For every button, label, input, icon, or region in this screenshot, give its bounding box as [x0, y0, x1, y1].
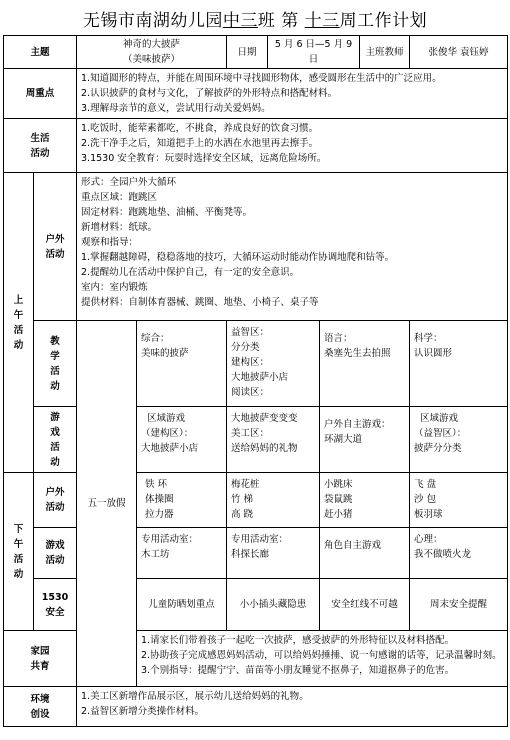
safety-label-line: 安全 — [45, 606, 65, 618]
afternoon-outdoor-label-line: 户外 — [45, 487, 65, 498]
outdoor-line: 固定材料：跑跳地垫、油桶、平衡凳等。 — [81, 207, 253, 218]
cell-line: 沙 包 — [414, 494, 437, 505]
outdoor-line: 2.提醒幼儿在活动中保护自己，有一定的安全意识。 — [81, 267, 300, 278]
theme-label: 主题 — [4, 36, 77, 69]
cell-line: 我不做喷火龙 — [414, 549, 472, 560]
cell-line: 益智区： — [231, 327, 270, 338]
family-label-line: 家园 — [30, 645, 50, 657]
outdoor-line: 室内：室内锻炼 — [81, 282, 148, 293]
afternoon-outdoor-label — [34, 473, 77, 528]
morning-outdoor-label-line: 活动 — [45, 248, 65, 260]
cell-line: 大地披萨小店 — [141, 443, 199, 454]
cell-line: 美味的披萨 — [141, 348, 189, 359]
game-label-char: 活 — [50, 441, 60, 453]
week-focus-row — [4, 69, 508, 119]
page-title — [0, 6, 510, 31]
theme-line-1: 神奇的大披萨 — [123, 39, 181, 50]
morning-label-char: 午 — [13, 309, 24, 321]
life-label-line: 生活 — [30, 132, 50, 144]
morning-label-char: 上 — [13, 294, 24, 306]
week-focus-line: 2.认识披萨的食材与文化，了解披萨的外形特点和搭配材料。 — [81, 88, 338, 99]
cell-line: 梅花桩 — [231, 479, 260, 490]
pm-outdoor-cell — [227, 473, 320, 528]
teaching-label-char: 教 — [50, 335, 60, 347]
cell-line: 袋鼠跳 — [324, 494, 353, 505]
cell-line: 区域游戏 — [420, 413, 459, 424]
safety-label — [34, 579, 77, 631]
cell-line: 心理： — [414, 534, 443, 545]
cell-line: 赶小猪 — [324, 509, 353, 520]
cell-line: 美工区： — [231, 428, 270, 439]
afternoon-label-char: 活 — [13, 553, 24, 565]
family-content — [137, 631, 508, 687]
afternoon-label — [4, 473, 34, 631]
safety-cell: 小小插头藏隐患 — [227, 579, 320, 631]
teacher-value: 张俊华 袁钰婷 — [410, 36, 508, 69]
life-line: 3.1530 安全教育：玩耍时选择安全区域，远离危险场所。 — [81, 153, 327, 164]
life-content — [77, 119, 508, 173]
cell-line: 户外自主游戏： — [324, 419, 391, 430]
game-label-char: 戏 — [50, 426, 60, 438]
afternoon-label-char: 动 — [13, 568, 24, 580]
header-row — [4, 36, 508, 69]
safety-cell: 安全红线不可越 — [320, 579, 410, 631]
cell-line: 送给妈妈的礼物 — [231, 443, 298, 454]
cell-line: 体操圈 — [145, 494, 174, 505]
pm-outdoor-cell — [410, 473, 508, 528]
afternoon-game-label-line: 游戏 — [45, 540, 65, 551]
title-suffix: 周工作计划 — [339, 11, 428, 31]
safety-cell: 儿童防晒划重点 — [137, 579, 227, 631]
theme-value — [77, 36, 227, 69]
morning-teaching-label — [34, 321, 77, 407]
pm-outdoor-cell — [320, 473, 410, 528]
pm-game-cell — [227, 528, 320, 579]
cell-line: 语言： — [324, 333, 353, 344]
morning-outdoor-label — [34, 173, 77, 321]
cell-line: 建构区： — [231, 357, 270, 368]
teaching-cell-science — [410, 321, 508, 407]
morning-label-char: 动 — [13, 339, 24, 351]
cell-line: 木工坊 — [141, 549, 170, 560]
cell-line: 披萨分分类 — [414, 443, 462, 454]
family-line: 1.请家长们带着孩子一起吃一次披萨，感受披萨的外形特征以及材料搭配。 — [141, 635, 455, 646]
date-value: 5 月 6 日—5 月 9 日 — [268, 36, 360, 69]
week-focus-label: 周重点 — [4, 69, 77, 119]
cell-line: 区域游戏 — [147, 413, 186, 424]
game-label-char: 动 — [50, 456, 60, 468]
morning-label-char: 活 — [13, 324, 24, 336]
teaching-label-char: 学 — [50, 350, 60, 362]
afternoon-label-char: 下 — [13, 523, 24, 535]
outdoor-line: 重点区域：跑跳区 — [81, 192, 158, 203]
life-label — [4, 119, 77, 173]
pm-game-cell — [410, 528, 508, 579]
morning-teaching-row — [4, 321, 508, 407]
teaching-label-char: 活 — [50, 365, 60, 377]
cell-line: 竹 梯 — [231, 494, 254, 505]
week-focus-line: 1.知道圆形的特点，并能在周围环境中寻找圆形物体，感受圆形在生活中的广泛应用。 — [81, 73, 442, 84]
life-label-line: 活动 — [30, 147, 50, 159]
afternoon-game-label-line: 活动 — [45, 555, 65, 566]
cell-line: 小跳床 — [324, 479, 353, 490]
morning-game-label — [34, 407, 77, 473]
title-week: 十三 — [304, 11, 340, 31]
cell-line: 科探长廊 — [231, 549, 270, 560]
cell-line: 大地披萨小店 — [231, 372, 289, 383]
cell-line: 专用活动室： — [231, 534, 289, 545]
cell-line: 角色自主游戏 — [324, 540, 382, 551]
morning-label — [4, 173, 34, 473]
outdoor-line: 新增材料：纸球。 — [81, 222, 158, 233]
life-row — [4, 119, 508, 173]
environment-label-line: 创设 — [30, 708, 50, 720]
family-line: 3.个别指导：提醒宁宁、苗苗等小朋友睡觉不抠鼻子，知道抠鼻子的危害。 — [141, 665, 455, 676]
life-line: 1.吃饭时，能荤素都吃，不挑食，养成良好的饮食习惯。 — [81, 123, 319, 134]
cell-line: 环湖大道 — [324, 434, 363, 445]
title-prefix: 无锡市南湖幼儿园 — [82, 11, 223, 31]
environment-line: 2.益智区新增分类操作材料。 — [81, 706, 205, 717]
game-cell-art — [227, 407, 320, 473]
cell-line: 分分类 — [231, 342, 260, 353]
cell-line: 认识圆形 — [414, 348, 453, 359]
environment-line: 1.美工区新增作品展示区，展示幼儿送给妈妈的礼物。 — [81, 691, 309, 702]
safety-label-line: 1530 — [41, 591, 69, 603]
safety-cell: 周末安全提醒 — [410, 579, 508, 631]
cell-line: 阅读区： — [231, 387, 270, 398]
game-cell-construction — [137, 407, 227, 473]
cell-line: （益智区）： — [414, 428, 467, 439]
family-line: 2.协助孩子完成感恩妈妈活动，可以给妈妈捶捶、说一句感谢的话等，记录温馨时刻。 — [141, 650, 502, 661]
theme-line-2: （美味披萨） — [123, 54, 181, 65]
cell-line: 大地披萨变变变 — [231, 413, 298, 424]
life-line: 2.洗干净手之后，知道把手上的水洒在水池里再去擦手。 — [81, 138, 319, 149]
game-cell-outdoor — [320, 407, 410, 473]
cell-line: 科学： — [414, 333, 443, 344]
game-label-char: 游 — [50, 411, 60, 423]
cell-line: 高 跷 — [231, 509, 254, 520]
environment-label-line: 环境 — [30, 693, 50, 705]
teaching-cell-integrated — [137, 321, 227, 407]
cell-line: （建构区）： — [141, 428, 194, 439]
holiday-cell: 五一放假 — [77, 321, 137, 687]
pm-outdoor-cell — [137, 473, 227, 528]
cell-line: 飞 盘 — [414, 479, 437, 490]
morning-outdoor-label-line: 户外 — [45, 233, 65, 245]
environment-label — [4, 687, 77, 727]
cell-line: 拉力器 — [145, 509, 174, 520]
teaching-cell-language — [320, 321, 410, 407]
plan-table — [3, 35, 508, 727]
outdoor-line: 1.掌握翻越障碍，稳稳落地的技巧，大循环运动时能动作协调地爬和钻等。 — [81, 252, 395, 263]
title-class-suffix: 班 第 — [257, 11, 299, 31]
week-focus-line: 3.理解母亲节的意义，尝试用行动关爱妈妈。 — [81, 103, 271, 114]
cell-line: 桑塞先生去拍照 — [324, 348, 391, 359]
environment-row — [4, 687, 508, 727]
family-label-line: 共育 — [30, 660, 50, 672]
afternoon-label-char: 午 — [13, 538, 24, 550]
teaching-label-char: 动 — [50, 380, 60, 392]
afternoon-game-label — [34, 528, 77, 579]
outdoor-line: 形式：全园户外大循环 — [81, 177, 177, 188]
week-focus-content — [77, 69, 508, 119]
outdoor-line: 观察和指导： — [81, 237, 139, 248]
pm-game-cell — [320, 528, 410, 579]
cell-line: 铁 环 — [145, 479, 168, 490]
cell-line: 综合： — [141, 333, 170, 344]
environment-content — [77, 687, 508, 727]
afternoon-outdoor-label-line: 活动 — [45, 502, 65, 513]
morning-outdoor-content — [77, 173, 508, 321]
game-cell-puzzle — [410, 407, 508, 473]
teacher-label: 主班教师 — [360, 36, 410, 69]
family-label — [4, 631, 77, 687]
title-class: 中三 — [222, 11, 258, 31]
date-label: 日期 — [227, 36, 268, 69]
teaching-cell-areas — [227, 321, 320, 407]
cell-line: 专用活动室： — [141, 534, 199, 545]
cell-line: 板羽球 — [414, 509, 443, 520]
morning-outdoor-row — [4, 173, 508, 321]
outdoor-line: 提供材料：自制体育器械、跳圈、地垫、小椅子、桌子等 — [81, 297, 319, 308]
pm-game-cell — [137, 528, 227, 579]
